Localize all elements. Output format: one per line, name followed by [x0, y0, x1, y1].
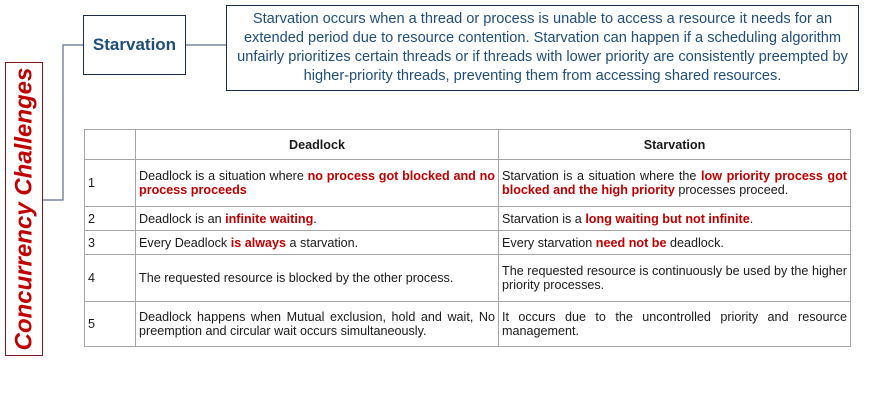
table-row: [85, 255, 851, 302]
header-starvation: Starvation: [499, 130, 851, 160]
starvation-cell: [499, 160, 851, 207]
deadlock-cell: [136, 302, 499, 347]
deadlock-cell: [136, 207, 499, 231]
deadlock-cell: [136, 160, 499, 207]
deadlock-cell: [136, 231, 499, 255]
cell-text: a starvation.: [286, 235, 359, 250]
table-header-row: [85, 130, 851, 160]
starvation-cell: [499, 255, 851, 302]
highlight-text: infinite waiting: [225, 211, 314, 226]
header-deadlock: Deadlock: [136, 130, 499, 160]
deadlock-cell: [136, 255, 499, 302]
table-body: [85, 160, 851, 347]
cell-text: .: [749, 211, 754, 226]
row-number: 1: [85, 160, 136, 207]
table-row: [85, 207, 851, 231]
highlight-text: long waiting but not infinite: [585, 211, 750, 226]
cell-text: deadlock.: [666, 235, 724, 250]
description-box: [226, 5, 859, 91]
row-number: 3: [85, 231, 136, 255]
cell-text: Deadlock is a situation where: [139, 169, 308, 183]
cell-text: Every Deadlock: [139, 235, 231, 250]
topic-box: [83, 15, 186, 75]
cell-text: The requested resource is continuously be used by the higher priority processes.: [502, 264, 847, 292]
table-row: [85, 160, 851, 207]
cell-text: Deadlock is an: [139, 211, 226, 226]
description-text: Starvation occurs when a thread or process is unable to access a resource it needs for an extended period due to resource contention. Starvation can happen if a scheduling algorithm unfairly prioritizes certain threads or if threads with lower priority are consistently preempted by higher-priority threads, preventing them from accessing shared resources.: [237, 11, 848, 84]
cell-text: The requested resource is blocked by the other process.: [139, 271, 454, 285]
header-num: [85, 130, 136, 160]
table-row: [85, 231, 851, 255]
cell-text: .: [313, 211, 317, 226]
cell-text: Every starvation: [502, 235, 596, 250]
cell-text: Deadlock happens when Mutual exclusion, hold and wait, No preemption and circular wait occurs simultaneously.: [139, 310, 495, 338]
connector-side-to-topic: [43, 45, 83, 200]
starvation-cell: [499, 302, 851, 347]
cell-text: Starvation is a: [502, 211, 586, 226]
row-number: 5: [85, 302, 136, 347]
highlight-text: need not be: [595, 235, 667, 250]
comparison-table: [84, 129, 851, 347]
highlight-text: is always: [230, 235, 287, 250]
row-number: 4: [85, 255, 136, 302]
highlight-text: no process got blocked and no process proceeds: [139, 169, 495, 197]
table-row: [85, 302, 851, 347]
side-title-box: [5, 62, 43, 356]
row-number: 2: [85, 207, 136, 231]
starvation-cell: [499, 231, 851, 255]
starvation-cell: [499, 207, 851, 231]
cell-text: It occurs due to the uncontrolled priority and resource management.: [502, 310, 847, 338]
side-title: Concurrency Challenges: [10, 67, 37, 351]
highlight-text: low priority process got blocked and the high priority: [502, 169, 847, 197]
cell-text: Starvation is a situation where the: [502, 169, 701, 183]
cell-text: processes proceed.: [674, 183, 789, 197]
topic-label: Starvation: [92, 35, 177, 54]
